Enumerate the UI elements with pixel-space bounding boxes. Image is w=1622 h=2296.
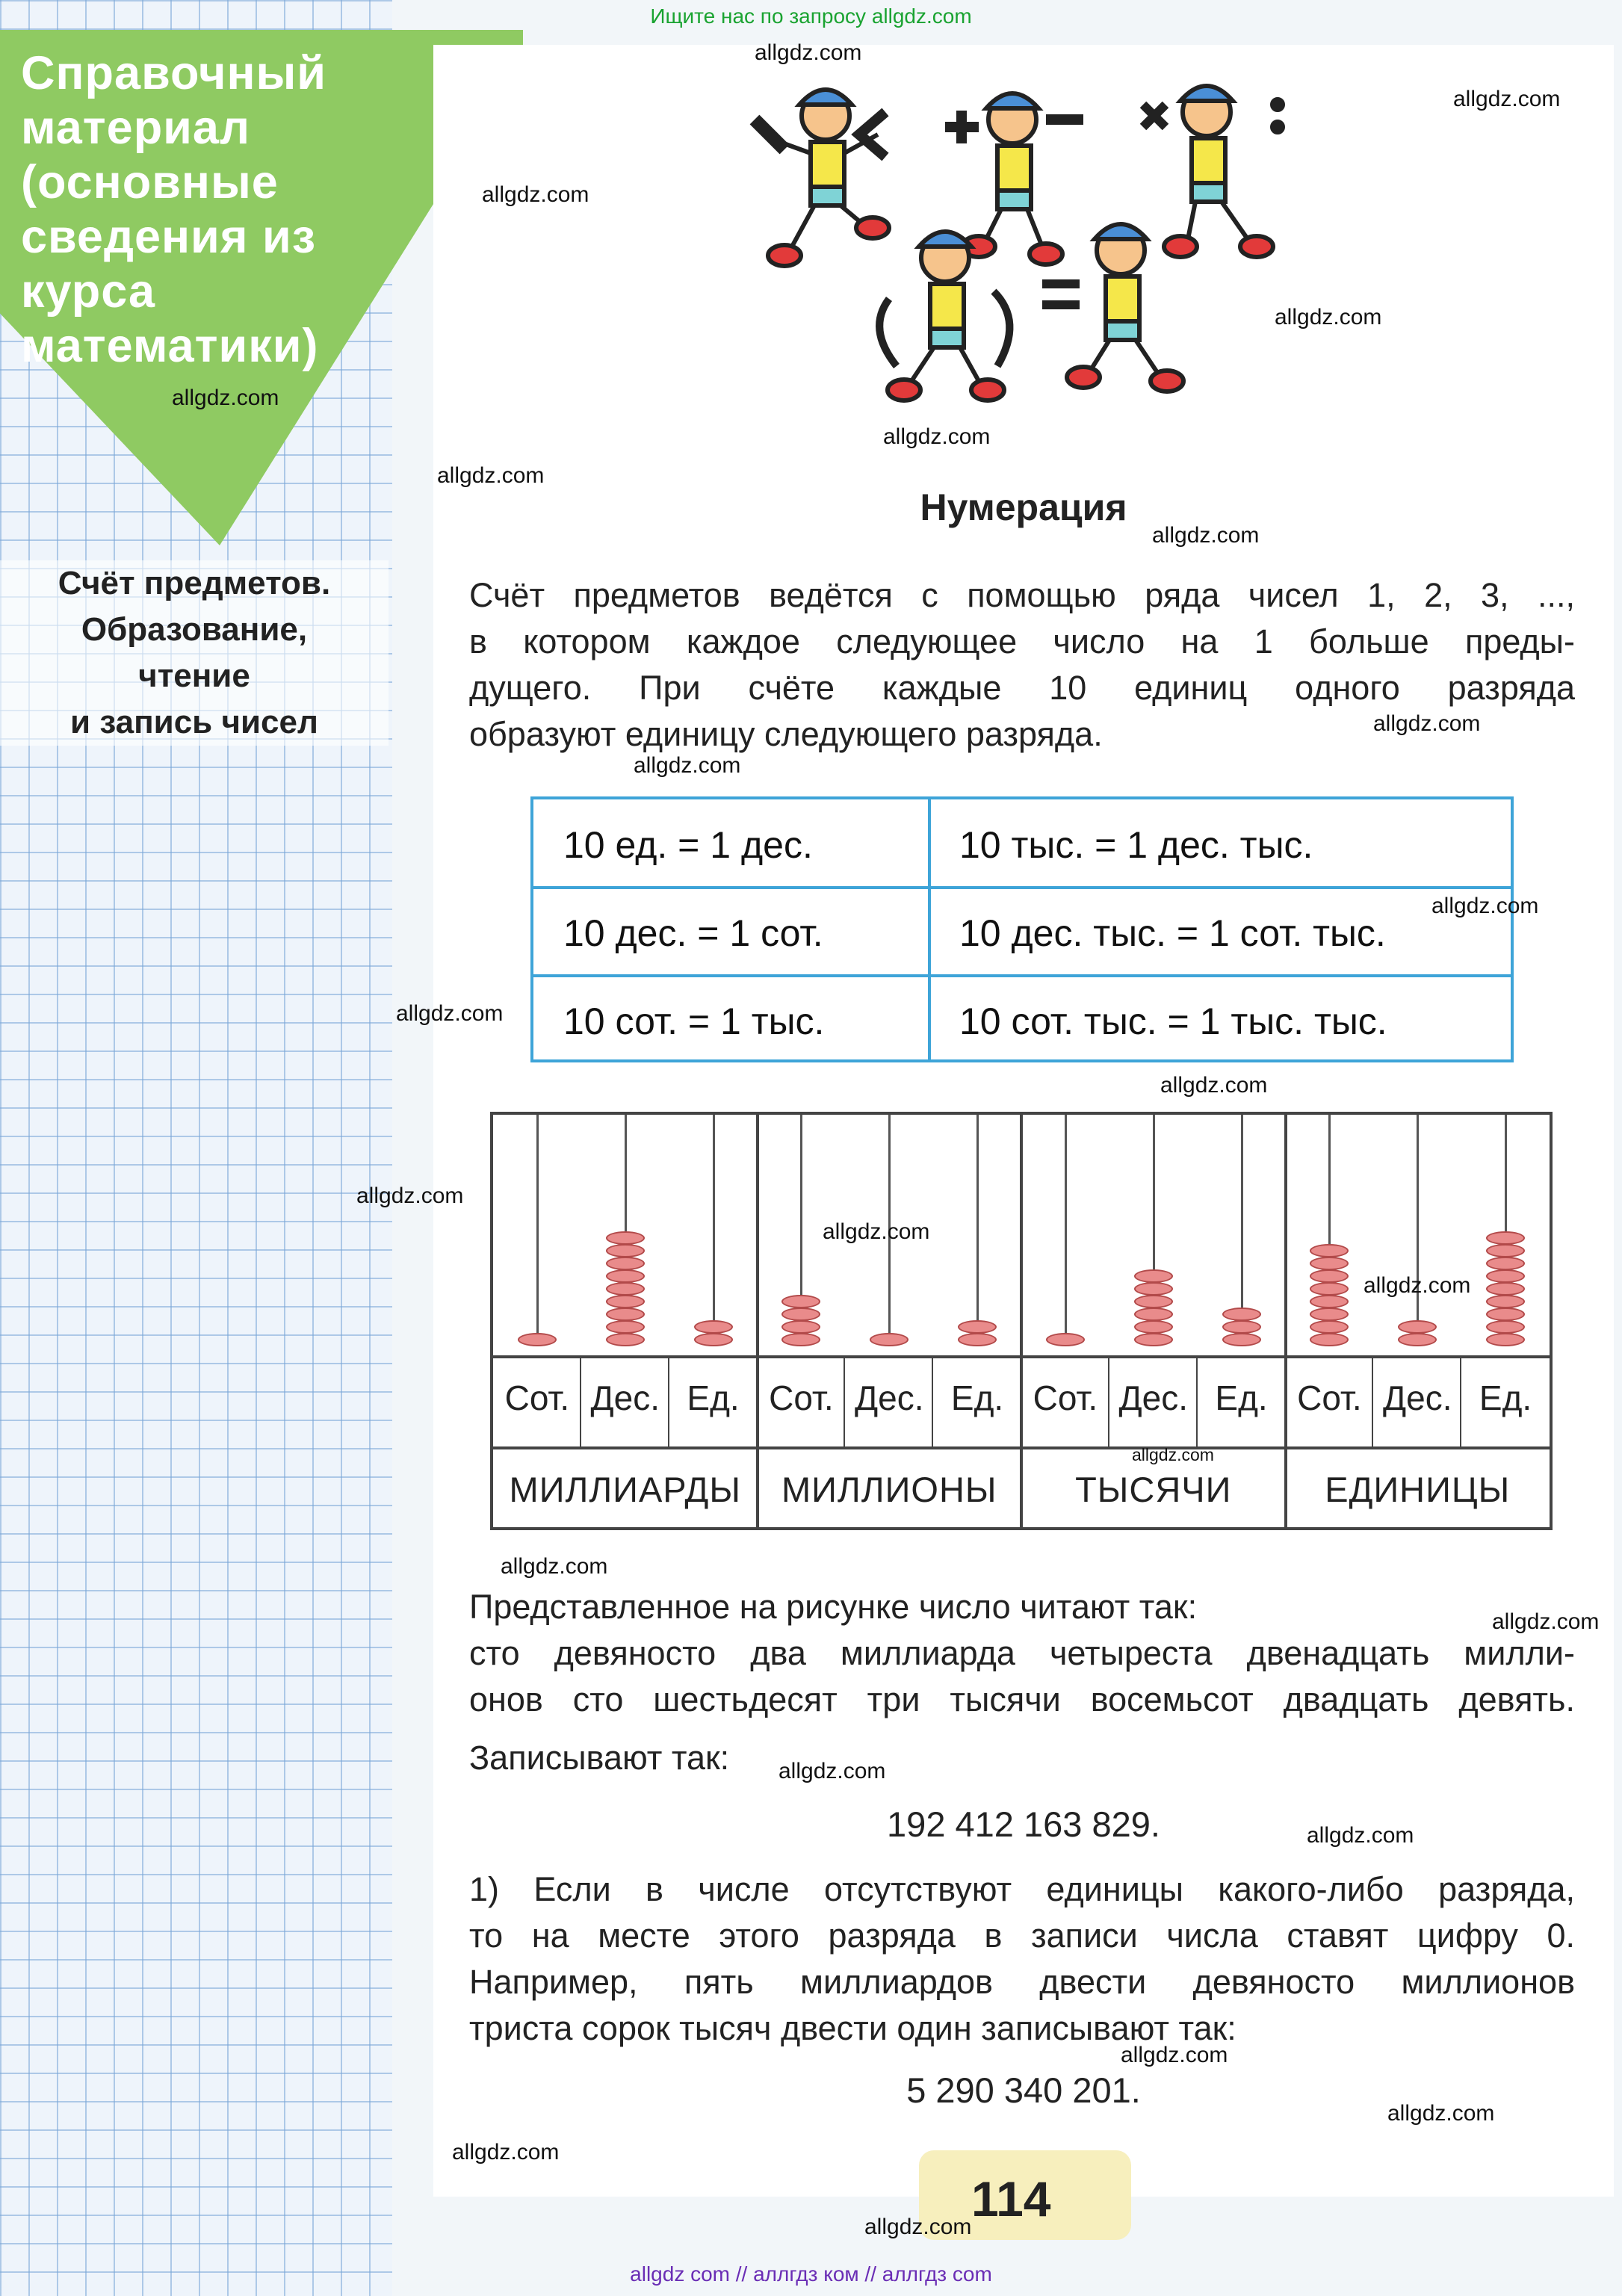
place-label: Сот.: [1033, 1378, 1098, 1417]
watermark[interactable]: allgdz.com: [634, 753, 741, 778]
abacus-bead: [958, 1320, 997, 1334]
watermark[interactable]: allgdz.com: [172, 386, 279, 410]
place-label: Сот.: [504, 1378, 570, 1417]
footer-note[interactable]: allgdz com // аллгдз ком // аллгдз com: [630, 2262, 992, 2286]
figure-3: [1143, 86, 1283, 257]
text-line: онов сто шестьдесят три тысячи восемьсот двадцать девять.: [469, 1680, 1575, 1718]
section-title: [0, 560, 389, 746]
abacus-bead: [1398, 1320, 1437, 1334]
abacus-bead: [1486, 1231, 1525, 1245]
abacus-bead: [1134, 1308, 1173, 1321]
place-label: Дес.: [854, 1378, 924, 1417]
watermark[interactable]: allgdz.com: [501, 1554, 608, 1579]
place-label: Ед.: [1215, 1378, 1268, 1417]
abacus-bead: [1134, 1295, 1173, 1308]
watermark[interactable]: allgdz.com: [482, 182, 589, 207]
watermark[interactable]: allgdz.com: [1160, 1073, 1268, 1098]
abacus-bead: [1310, 1295, 1349, 1308]
abacus-bead: [1310, 1244, 1349, 1257]
place-label: Дес.: [1382, 1378, 1452, 1417]
abacus-bead: [606, 1244, 645, 1257]
watermark[interactable]: allgdz.com: [437, 463, 545, 488]
figure-4: [879, 232, 1009, 400]
abacus-bead: [1134, 1282, 1173, 1296]
watermark[interactable]: allgdz.com: [1152, 523, 1260, 548]
watermark[interactable]: allgdz.com: [823, 1219, 930, 1244]
watermark[interactable]: allgdz.com: [1373, 711, 1481, 736]
watermark[interactable]: allgdz.com: [864, 2215, 972, 2239]
place-label: Ед.: [950, 1378, 1004, 1417]
abacus-bead: [781, 1308, 820, 1321]
abacus-rod: [1417, 1115, 1419, 1342]
abacus-bead: [781, 1320, 820, 1334]
watermark[interactable]: allgdz.com: [1492, 1609, 1600, 1634]
abacus-bead: [1310, 1308, 1349, 1321]
abacus-bead: [694, 1333, 733, 1346]
abacus-bead: [1486, 1257, 1525, 1270]
abacus-bead: [1486, 1295, 1525, 1308]
abacus-bead: [606, 1333, 645, 1346]
place-label: Дес.: [590, 1378, 660, 1417]
abacus-bead: [1486, 1282, 1525, 1296]
table-cell: 10 ед. = 1 дес.: [563, 824, 813, 866]
watermark[interactable]: allgdz.com: [883, 424, 991, 449]
section-title-line: Счёт предметов.: [58, 565, 331, 601]
abacus-bead: [781, 1333, 820, 1346]
abacus-bead: [1134, 1333, 1173, 1346]
abacus-bead: [606, 1308, 645, 1321]
watermark[interactable]: allgdz.com: [779, 1759, 886, 1783]
place-label: Сот.: [1297, 1378, 1362, 1417]
page-number: 114: [971, 2171, 1051, 2227]
watermark[interactable]: allgdz.com: [1453, 87, 1561, 111]
text-line: Счёт предметов ведётся с помощью ряда чисел 1, 2, 3, ...,: [469, 576, 1575, 614]
header-note[interactable]: Ищите нас по запросу allgdz.com: [650, 4, 972, 28]
abacus-bead: [518, 1333, 557, 1346]
text-line: дущего. При счёте каждые 10 единиц одного разряда: [469, 669, 1575, 707]
place-label: Ед.: [687, 1378, 740, 1417]
watermark[interactable]: allgdz.com: [1132, 1445, 1214, 1464]
abacus-bead: [606, 1257, 645, 1270]
table-divider: [928, 799, 931, 1059]
abacus-bead: [1486, 1320, 1525, 1334]
abacus-group-divider: [756, 1115, 759, 1527]
section-heading: Нумерация: [920, 486, 1127, 528]
text-line: то на месте этого разряда в записи числа ставят цифру 0.: [469, 1916, 1575, 1955]
watermark[interactable]: allgdz.com: [1307, 1823, 1414, 1848]
abacus-rod: [713, 1115, 715, 1342]
table-cell: 10 дес. = 1 сот.: [563, 912, 823, 954]
example-number: 5 290 340 201.: [906, 2070, 1141, 2110]
section-title-line: Образование,: [81, 611, 308, 648]
abacus-bead: [1310, 1282, 1349, 1296]
text-line: триста сорок тысяч двести один записывают так:: [469, 2009, 1236, 2047]
watermark[interactable]: allgdz.com: [1387, 2101, 1495, 2126]
watermark[interactable]: allgdz.com: [1363, 1273, 1471, 1298]
abacus-rod: [976, 1115, 979, 1342]
figure-1: [755, 90, 889, 266]
abacus-bead: [958, 1333, 997, 1346]
place-label: Сот.: [769, 1378, 834, 1417]
watermark[interactable]: allgdz.com: [755, 40, 862, 65]
table-divider: [533, 886, 1511, 889]
group-label: МИЛЛИОНЫ: [781, 1470, 997, 1509]
abacus-group-divider: [1020, 1115, 1023, 1527]
abacus-bead: [1046, 1333, 1085, 1346]
abacus-bead: [1222, 1308, 1261, 1321]
abacus-rod: [1065, 1115, 1067, 1342]
abacus-bead: [606, 1282, 645, 1296]
abacus-bead: [781, 1295, 820, 1308]
text-line: образуют единицу следующего разряда.: [469, 715, 1103, 753]
table-divider: [533, 974, 1511, 977]
group-label: ЕДИНИЦЫ: [1325, 1470, 1511, 1509]
banner-title: Справочный материал (основные сведения из курса математики): [21, 47, 327, 372]
section-title-line: и запись чисел: [70, 704, 318, 740]
text-line: сто девяносто два миллиарда четыреста двенадцать милли-: [469, 1634, 1575, 1672]
abacus-bead: [1134, 1320, 1173, 1334]
section-title-line: чтение: [138, 657, 250, 694]
watermark[interactable]: allgdz.com: [1275, 305, 1382, 329]
abacus-rod: [536, 1115, 539, 1342]
abacus-bead: [606, 1320, 645, 1334]
abacus-bead: [1310, 1257, 1349, 1270]
group-label: МИЛЛИАРДЫ: [509, 1470, 741, 1509]
text-line: Представленное на рисунке число читают так:: [469, 1588, 1198, 1626]
abacus-bead: [1486, 1308, 1525, 1321]
reading-paragraph: [469, 1584, 1575, 1781]
place-value-table: [530, 796, 1514, 1062]
abacus-bead: [1486, 1244, 1525, 1257]
example-number: 192 412 163 829.: [887, 1804, 1160, 1844]
abacus-bead: [694, 1320, 733, 1334]
math-figures-illustration: [740, 67, 1300, 418]
abacus-bead: [606, 1295, 645, 1308]
abacus-bead: [1310, 1320, 1349, 1334]
watermark[interactable]: allgdz.com: [1431, 894, 1539, 918]
abacus-bead: [1310, 1269, 1349, 1283]
abacus-bead: [1134, 1269, 1173, 1283]
table-cell: 10 сот. тыс. = 1 тыс. тыс.: [959, 1000, 1387, 1042]
abacus-diagram: [490, 1112, 1553, 1530]
watermark[interactable]: allgdz.com: [1121, 2043, 1228, 2067]
abacus-bead: [1222, 1333, 1261, 1346]
table-cell: 10 тыс. = 1 дес. тыс.: [959, 824, 1313, 866]
watermark[interactable]: allgdz.com: [452, 2140, 560, 2165]
watermark[interactable]: allgdz.com: [396, 1001, 504, 1026]
place-label: Дес.: [1118, 1378, 1188, 1417]
text-line: в котором каждое следующее число на 1 больше преды-: [469, 622, 1575, 660]
abacus-bead: [1222, 1320, 1261, 1334]
abacus-bead: [870, 1333, 908, 1346]
abacus-bead: [1486, 1269, 1525, 1283]
rule-paragraph: [469, 1866, 1575, 2052]
place-label: Ед.: [1479, 1378, 1532, 1417]
table-cell: 10 сот. = 1 тыс.: [563, 1000, 825, 1042]
abacus-bead: [1310, 1333, 1349, 1346]
abacus-bead: [1398, 1333, 1437, 1346]
group-label: ТЫСЯЧИ: [1075, 1470, 1232, 1509]
text-line: 1) Если в числе отсутствуют единицы какого-либо разряда,: [469, 1870, 1575, 1908]
abacus-bead: [606, 1269, 645, 1283]
text-line: Записывают так:: [469, 1739, 730, 1777]
abacus-bead: [1486, 1333, 1525, 1346]
text-line: Например, пять миллиардов двести девяносто миллионов: [469, 1963, 1575, 2001]
abacus-group-divider: [1284, 1115, 1287, 1527]
table-cell: 10 дес. тыс. = 1 сот. тыс.: [959, 912, 1386, 954]
abacus-bead: [606, 1231, 645, 1245]
watermark[interactable]: allgdz.com: [356, 1183, 464, 1208]
